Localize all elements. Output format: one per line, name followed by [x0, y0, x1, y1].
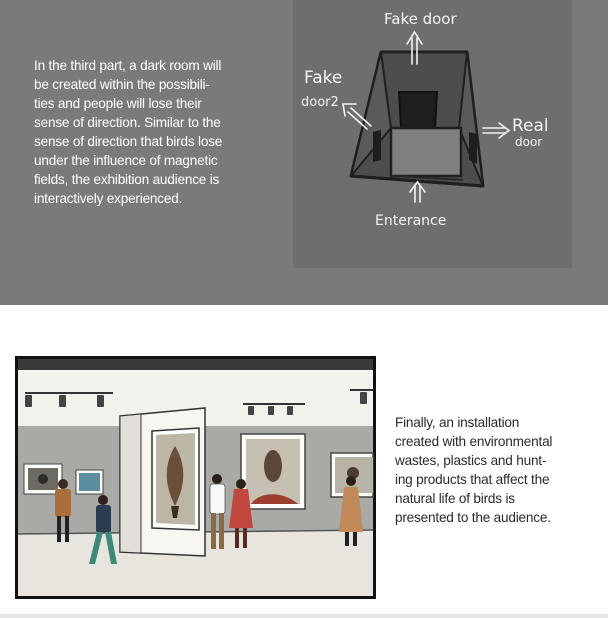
floor-plan-sketch [293, 0, 572, 268]
dark-room-description: In the third part, a dark room will be created within the possibili- ties and people will lose their sense of direction. Similar to the sense of direction that birds lose under the influence of magnetic fields, the exhibition audience is interactively experienced. [34, 58, 223, 206]
label-fake-door2-line1: Fake [304, 68, 343, 88]
page-bottom-divider [0, 614, 608, 618]
label-real-door-line1: Real [512, 116, 549, 136]
label-fake-door2-line2: door2 [301, 95, 339, 110]
label-fake-door-top: Fake door [384, 10, 457, 28]
gallery-scene-svg [15, 356, 376, 599]
label-real-door-line2: door [515, 135, 543, 149]
label-entrance: Enterance [375, 213, 447, 229]
gallery-scene-illustration [15, 356, 376, 599]
dark-room-floor-plan [293, 0, 572, 268]
installation-description: Finally, an installation created with environmental wastes, plastics and hunt- ing products that affect the natural life of birds is presented to the audience. [395, 415, 553, 525]
